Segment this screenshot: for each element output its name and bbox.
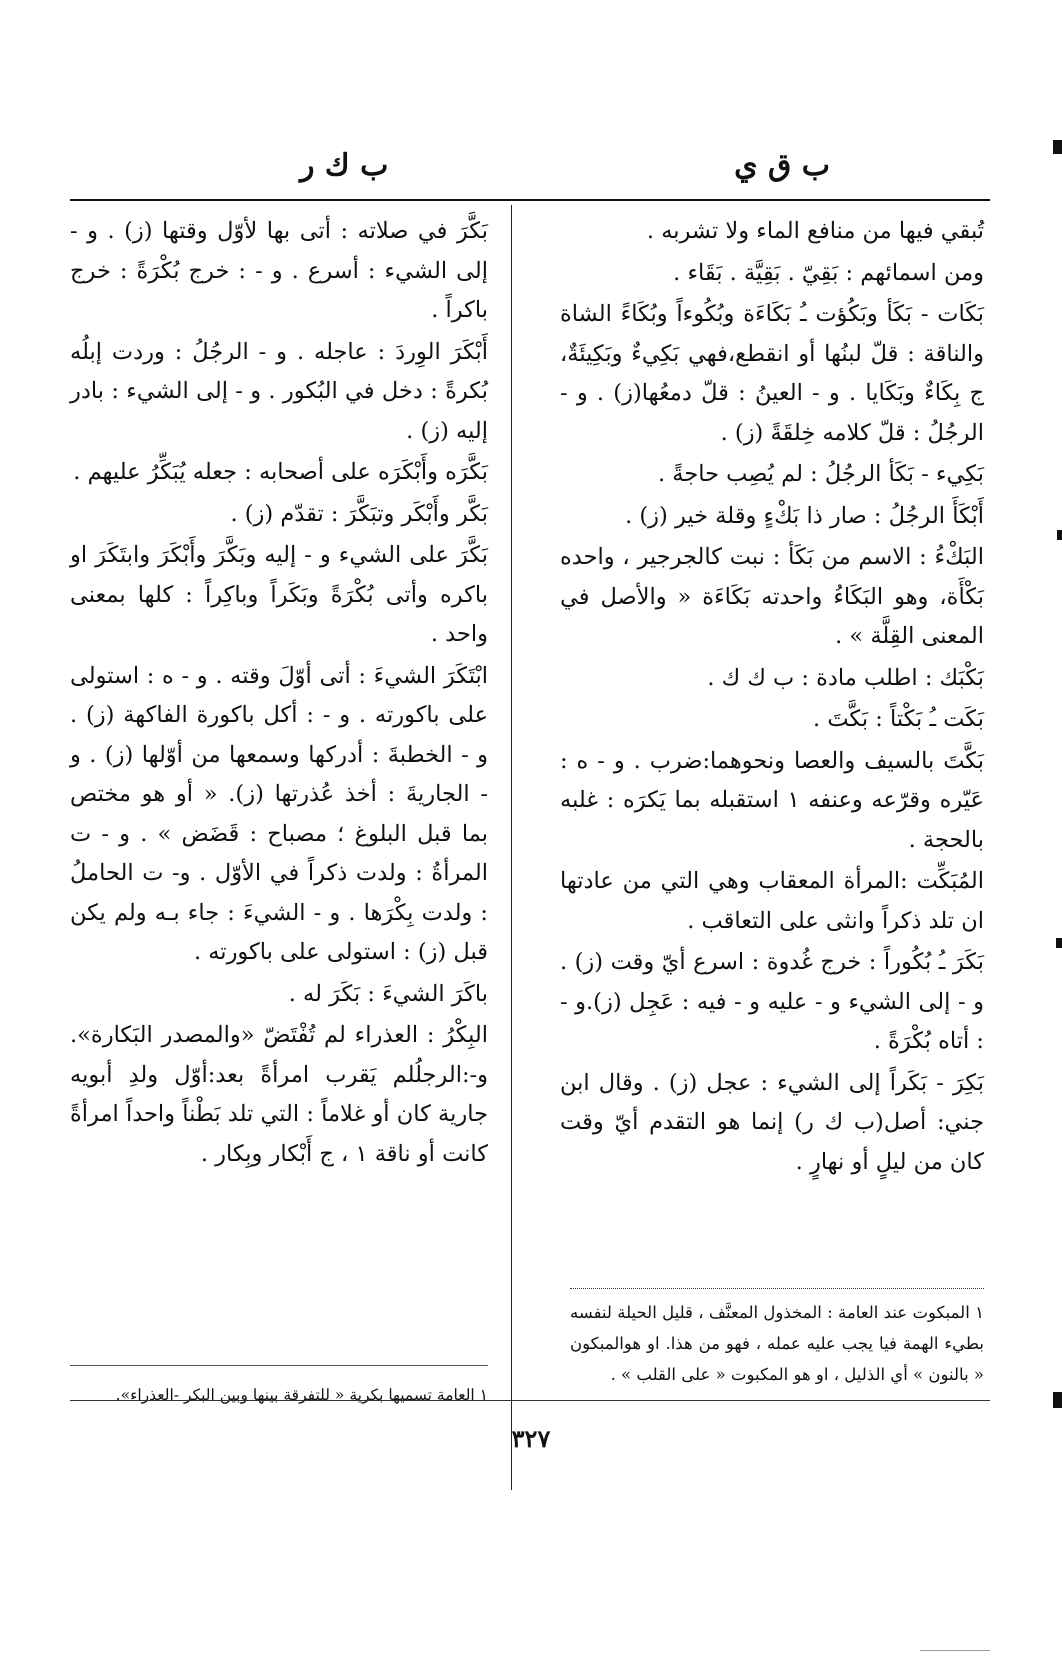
entry-bakkara: بَكَّرَ في صلاته : أتى بها لأوّل وقتها (ز) . و - إلى الشيء : أسرع . و - : خرج بُكْرَةً : خرج باكراً . xyxy=(70,218,488,323)
entry-continuation: تُبقي فيها من منافع الماء ولا تشربه . xyxy=(646,218,984,244)
page-number: ٣٢٧ xyxy=(511,1424,551,1453)
entry-mubakkit: المُبَكِّت :المرأة المعقاب وهي التي من عادتها ان تلد ذكراً وانثى على التعاقب . xyxy=(560,868,984,934)
entry-albak: البَكْءُ : الاسم من بَكَأ : نبت كالجرجير ، واحده بَكْأَة، وهو البَكَاءُ واحدته بَكَاءَة « والأصل في المعنى القِلَّة » . xyxy=(560,544,984,649)
running-head-right: ب ق ي xyxy=(734,148,830,183)
entry-bakia: بَكِيء - بَكَأ الرجُلُ : لم يُصِب حاجةً . xyxy=(657,461,984,487)
entry-baakara: باكَرَ الشيءَ : بَكَرَ له . xyxy=(288,980,488,1007)
left-column xyxy=(70,212,488,1176)
scan-artifact-line xyxy=(920,1650,990,1651)
entry-ibtakara: ابْتَكَرَ الشيءَ : أتى أوّلَ وقته . و - ه : استولى على باكورته . و - : أكل باكورة الفاكهة (ز) . و - الخطبةَ : أدركها وسمعها من أوّلها (ز) . و - الجاريةَ : أخذ عُذرتها (ز). « أو هو مختص بما قبل البلوغ ؛ مصباح : قَضَض » . و - ت المرأةُ : ولدت ذكراً في الأوّل . و- ت الحاملُ : ولدت بِكْرَها . و - الشيءَ : جاء بـه ولم يكن قبل (ز) : استولى على باكورته . xyxy=(70,662,488,965)
entry-bakkarahu: بَكَّرَه وأَبْكَرَه على أصحابه : جعله يُبَكِّرُ عليهم . xyxy=(73,459,488,485)
entry-bakkata: بَكَّتَ بالسيف والعصا ونحوهما:ضرب . و - ه : عَيّره وقرّعه وعنفه ١ استقبله بما يَكرَه : غلبه بالحجة . xyxy=(560,747,984,853)
page-header xyxy=(70,140,990,190)
column-divider xyxy=(511,205,512,1490)
right-column xyxy=(560,212,984,1184)
footer-rule xyxy=(70,1400,990,1401)
footnote-left: ١ العامة تسميها بكرية « للتفرقة بينها وبين البكر -العذراء». xyxy=(115,1386,488,1404)
scan-edge-mark xyxy=(1057,530,1062,540)
entry-tabakkara: بَكَّر وأَبْكَر وتبَكَّرَ : تقدّم (ز) . xyxy=(230,500,488,527)
footnote-right: ١ المبكوت عند العامة : المخذول المعنَّف ، قليل الحيلة لنفسه بطيء الهمة فيا يجب عليه عمله ، فهو من هذا. او هوالمبكون « بالنون » أي الذليل ، او هو المكبوت « على القلب » . xyxy=(570,1303,984,1384)
entry-names: ومن اسمائهم : بَقِيّ . بَقِيَّة . بَقَاء . xyxy=(673,259,984,286)
scan-edge-mark xyxy=(1053,1392,1062,1408)
header-rule xyxy=(70,199,990,201)
entry-bakaat: بَكَات - بَكَأ وبَكُؤت ـُ بَكَاءَة وبُكُوءاً وبُكَاءً الشاة والناقة : قلّ لبنُها أو انقطع،فهي بَكِيءٌ وبَكِيئَةٌ، ج بِكَاءٌ وبَكَايا . و - العينُ : قلّ دمعُها(ز) . و - الرجُلُ : قلّ كلامه خِلقَةً (ز) . xyxy=(560,301,984,446)
entry-abkara-wird: أَبْكَرَ الوِردَ : عاجله . و - الرجُلُ : وردت إبلُه بُكرةً : دخل في البُكور . و - إلى الشيء : بادر إليه (ز) . xyxy=(70,338,488,444)
entry-bakbak: بَكْبَك : اطلب مادة : ب ك ك . xyxy=(707,664,984,691)
entry-bakara: بَكَرَ ـُ بُكُوراً : خرج غُدوة : اسرع أيّ وقت (ز) . و - إلى الشيء و - عليه و - فيه : عَجِل (ز).و - : أتاه بُكْرَةً . xyxy=(560,949,984,1054)
entry-abkaa: أَبْكَأَ الرجُلُ : صار ذا بَكْءٍ وقلة خير (ز) . xyxy=(625,502,984,529)
running-head-left: ب ك ر xyxy=(300,148,389,183)
footnote-rule-right xyxy=(570,1288,984,1289)
footnote-rule-left xyxy=(70,1365,488,1366)
scan-edge-mark xyxy=(1056,938,1062,948)
entry-albikr: البِكْرُ : العذراء لم تُفْتَضّ «والمصدر البَكارة». و-:الرجلُلم يَقرب امرأةً بعد:أوّل ولدِ أبويه جارية كان أو غلاماً : التي تلد بَطْناً واحداً امرأةً كانت أو ناقة ١ ، ج أَبْكار وبِكار . xyxy=(70,1022,488,1167)
entry-bakat: بَكَت ـُ بَكْتاً : بَكَّتَ . xyxy=(813,706,984,732)
entry-bakira: بَكِرَ - بَكَراً إلى الشيء : عجل (ز) . وقال ابن جني: أصل(ب ك ر) إنما هو التقدم أيّ وقت كان من ليلٍ أو نهارٍ . xyxy=(560,1069,984,1175)
entry-bakkara-ala: بَكَّرَ على الشيء و - إليه وبَكَّرَ وأَبْكَرَ وابتَكَرَ او باكره وأتى بُكْرَةً وبَكَراً وباكِراً : كلها بمعنى واحد . xyxy=(70,542,488,647)
scan-edge-mark xyxy=(1053,140,1062,154)
